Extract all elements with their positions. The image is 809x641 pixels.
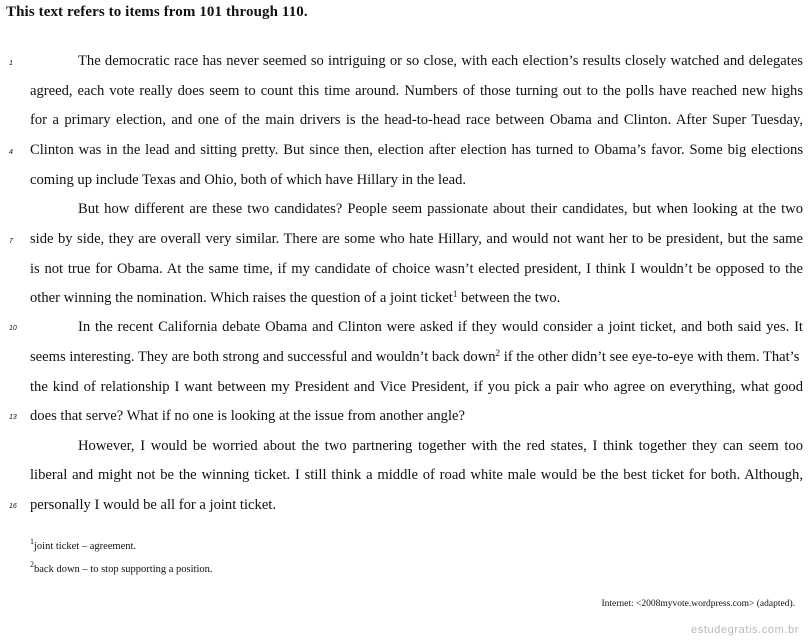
- text-line-5: coming up include Texas and Ohio, both of which have Hillary in the lead.: [30, 172, 467, 188]
- text-heading: This text refers to items from 101 through 110.: [6, 4, 308, 20]
- text-line-11-start: seems interesting. They are both strong and successful and wouldn’t back down: [30, 349, 496, 365]
- text-line-13: does that serve? What if no one is looking at the issue from another angle?: [30, 408, 465, 424]
- text-line-14: However, I would be worried about the two partnering together with the red states, I think together they can seem too: [78, 438, 803, 454]
- text-line-11-end: if the other didn’t see eye-to-eye with them. That’s: [500, 349, 800, 365]
- line-number-13: 13: [9, 414, 17, 421]
- text-line-11: [30, 348, 803, 366]
- footnote-1-mark: 1: [30, 537, 34, 546]
- text-line-7: side by side, they are overall very similar. There are some who hate Hillary, and would not want her to be president, but the same: [30, 231, 803, 247]
- footnote-1: [30, 537, 137, 552]
- text-line-10: In the recent California debate Obama and Clinton were asked if they would consider a joint ticket, and both said yes. It: [78, 319, 803, 335]
- text-line-9-start: other winning the nomination. Which raises the question of a joint ticket: [30, 290, 453, 306]
- line-number-4: 4: [9, 149, 13, 156]
- text-line-2: agreed, each vote really does seem to count this time around. Numbers of those turning out to the polls have reached new highs: [30, 83, 803, 99]
- source-citation: Internet: <2008myvote.wordpress.com> (adapted).: [601, 599, 795, 609]
- text-line-9-end: between the two.: [457, 290, 561, 306]
- text-line-3: for a primary election, and one of the main drivers is the head-to-head race between Obama and Clinton. After Super Tuesday,: [30, 112, 803, 128]
- line-number-16: 16: [9, 503, 17, 510]
- text-line-16: personally I would be all for a joint ticket.: [30, 497, 276, 513]
- text-line-12: the kind of relationship I want between my President and Vice President, if you pick a pair who agree on everything, what good: [30, 379, 803, 395]
- footnote-1-text: joint ticket – agreement.: [34, 541, 137, 552]
- text-line-15: liberal and might not be the winning ticket. I still think a middle of road white male would be the best ticket for both. Although,: [30, 467, 803, 483]
- text-line-9: [30, 289, 803, 307]
- text-line-8: is not true for Obama. At the same time, if my candidate of choice wasn’t elected president, I think I wouldn’t be opposed to the: [30, 261, 803, 277]
- text-line-1: The democratic race has never seemed so intriguing or so close, with each election’s results closely watched and delegates: [78, 53, 803, 69]
- line-number-10: 10: [9, 325, 17, 332]
- site-watermark: estudegratis.com.br: [691, 624, 799, 636]
- text-line-4: Clinton was in the lead and sitting pretty. But since then, election after election has turned to Obama’s favor. Some big elections: [30, 142, 803, 158]
- footnote-ref-2: 2: [495, 348, 501, 358]
- footnote-ref-1: 1: [452, 289, 458, 299]
- footnote-2-text: back down – to stop supporting a position.: [34, 564, 213, 575]
- line-number-1: 1: [9, 60, 13, 67]
- line-number-7: 7: [9, 238, 13, 245]
- footnote-2-mark: 2: [30, 560, 34, 569]
- footnote-2: [30, 560, 213, 575]
- text-line-6: But how different are these two candidates? People seem passionate about their candidates, but when looking at the two: [78, 201, 803, 217]
